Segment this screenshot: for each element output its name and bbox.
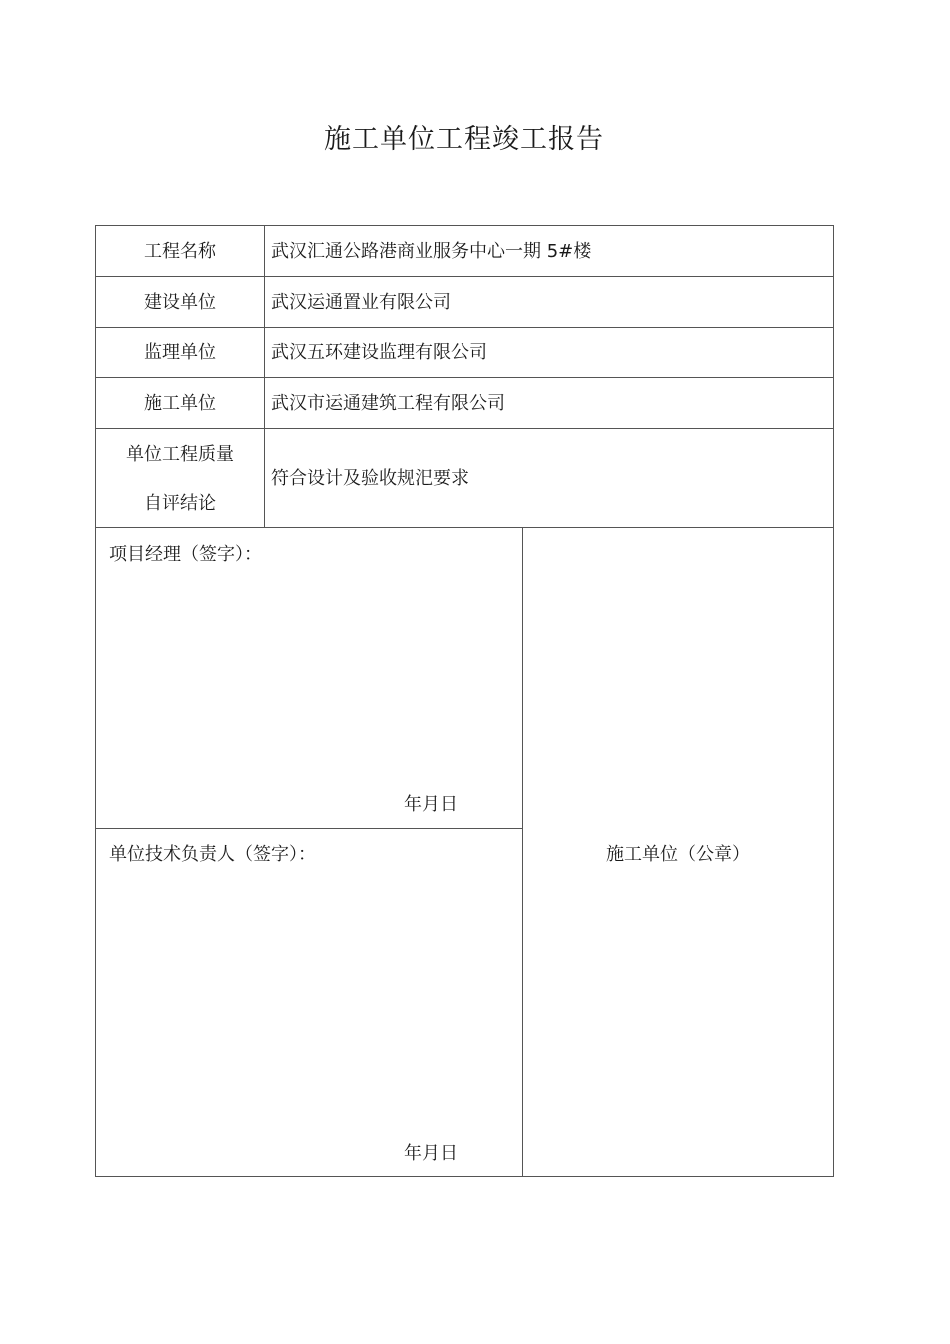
tech-lead-signature-label: 单位技术负责人（签字）： [109, 844, 316, 865]
row-divider [96, 276, 833, 277]
quality-label-line1: 单位工程质量 [126, 444, 234, 465]
row-divider [96, 828, 522, 829]
row-divider [96, 527, 833, 528]
manager-signature-label: 项目经理（签字）： [109, 544, 262, 565]
row-divider [96, 428, 833, 429]
quality-value: 符合设计及验收规汜要求 [271, 468, 469, 489]
supervisor-value: 武汉五环建设监理有限公司 [271, 342, 487, 363]
row-divider [96, 377, 833, 378]
contractor-label: 施工单位 [144, 393, 216, 414]
column-divider [264, 226, 265, 527]
quality-label-line2: 自评结论 [144, 493, 216, 514]
page-title: 施工单位工程竣工报告 [324, 124, 604, 155]
contractor-value: 武汉市运通建筑工程有限公司 [271, 393, 505, 414]
company-seal-label: 施工单位（公章） [606, 844, 750, 865]
project-name-value: 武汉汇通公路港商业服务中心一期 5#楼 [271, 241, 592, 262]
supervisor-label: 监理单位 [144, 342, 216, 363]
project-name-label: 工程名称 [144, 241, 216, 262]
builder-value: 武汉运通置业有限公司 [271, 292, 451, 313]
row-divider [96, 327, 833, 328]
tech-lead-signature-date: 年月日 [404, 1143, 458, 1164]
report-table [95, 225, 834, 1177]
builder-label: 建设单位 [144, 292, 216, 313]
manager-signature-date: 年月日 [404, 794, 458, 815]
